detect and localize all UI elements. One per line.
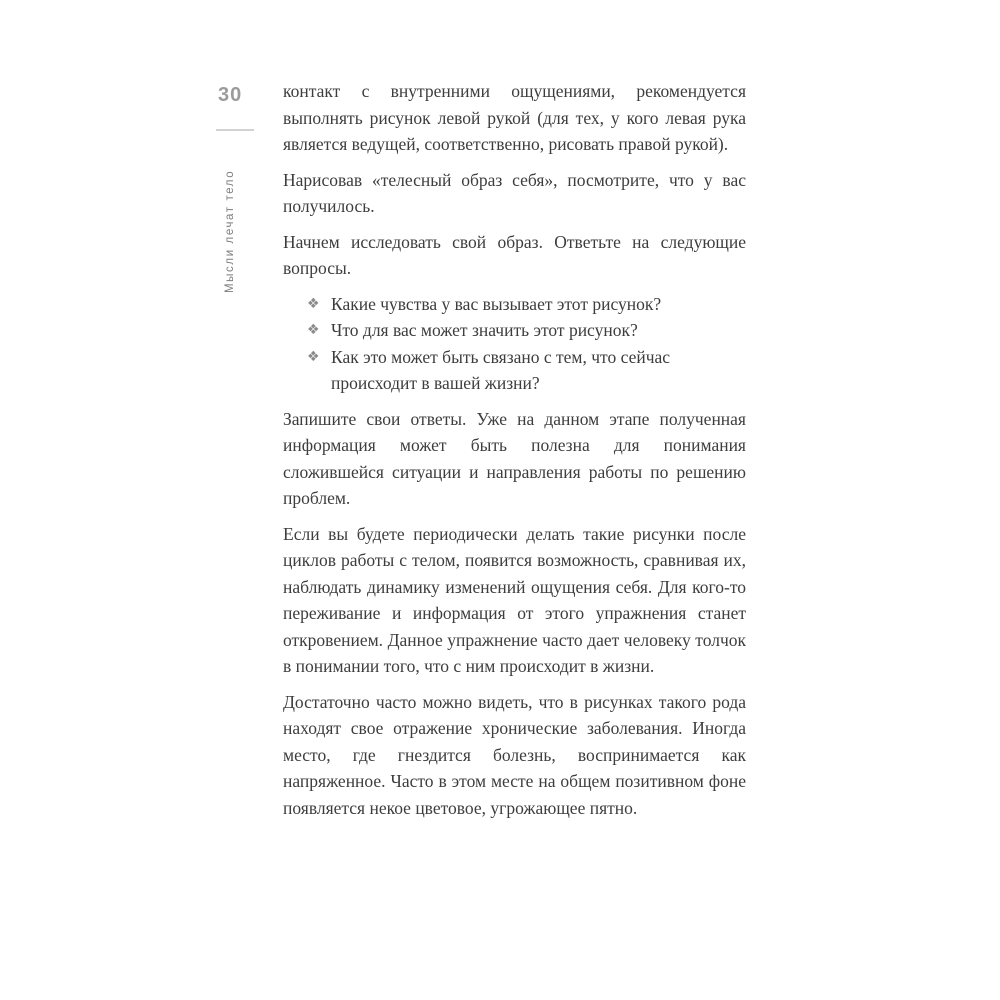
paragraph: контакт с внутренними ощущениями, рекомендуется выполнять рисунок левой рукой (для тех, у кого левая рука является ведущей, соответственно, рисовать правой рукой). (283, 81, 746, 154)
list-item (307, 344, 746, 397)
page-number-divider (216, 129, 254, 131)
question-text: Какие чувства у вас вызывает этот рисунок? (331, 293, 662, 314)
questions-list (283, 291, 746, 397)
question-text: Что для вас может значить этот рисунок? (331, 320, 638, 340)
page-number: 30 (218, 84, 243, 106)
question-text: Как это может быть связано с тем, что сейчас происходит в вашей жизни? (331, 346, 671, 393)
running-title: Мысли лечат тело (224, 169, 236, 293)
diamond-bullet-icon: ❖ (307, 348, 320, 365)
diamond-bullet-icon: ❖ (307, 322, 320, 338)
paragraph: Нарисовав «телесный образ себя», посмотрите, что у вас получилось. (283, 169, 746, 216)
paragraph: Запишите свои ответы. Уже на данном этапе полученная информация может быть полезна для понимания сложившейся ситуации и направления работы по решению проблем. (283, 408, 746, 508)
list-item (307, 317, 746, 344)
paragraph: Достаточно часто можно видеть, что в рисунках такого рода находят свое отражение хронические заболевания. Иногда место, где гнездится болезнь, воспринимается как напряженное. Часто в этом месте на общем позитивном фоне появляется некое цветовое, угрожающее пятно. (283, 691, 746, 818)
diamond-bullet-icon: ❖ (307, 295, 320, 312)
list-item (307, 291, 746, 318)
paragraph: Начнем исследовать свой образ. Ответьте на следующие вопросы. (283, 231, 746, 278)
paragraph: Если вы будете периодически делать такие рисунки после циклов работы с телом, появится возможность, сравнивая их, наблюдать динамику изменений ощущения себя. Для кого-то переживание и информация от этого упражнения станет откровением. Данное упражнение часто дает человеку толчок в понимании того, что с ним происходит в жизни. (283, 523, 746, 676)
body-text (283, 78, 746, 830)
